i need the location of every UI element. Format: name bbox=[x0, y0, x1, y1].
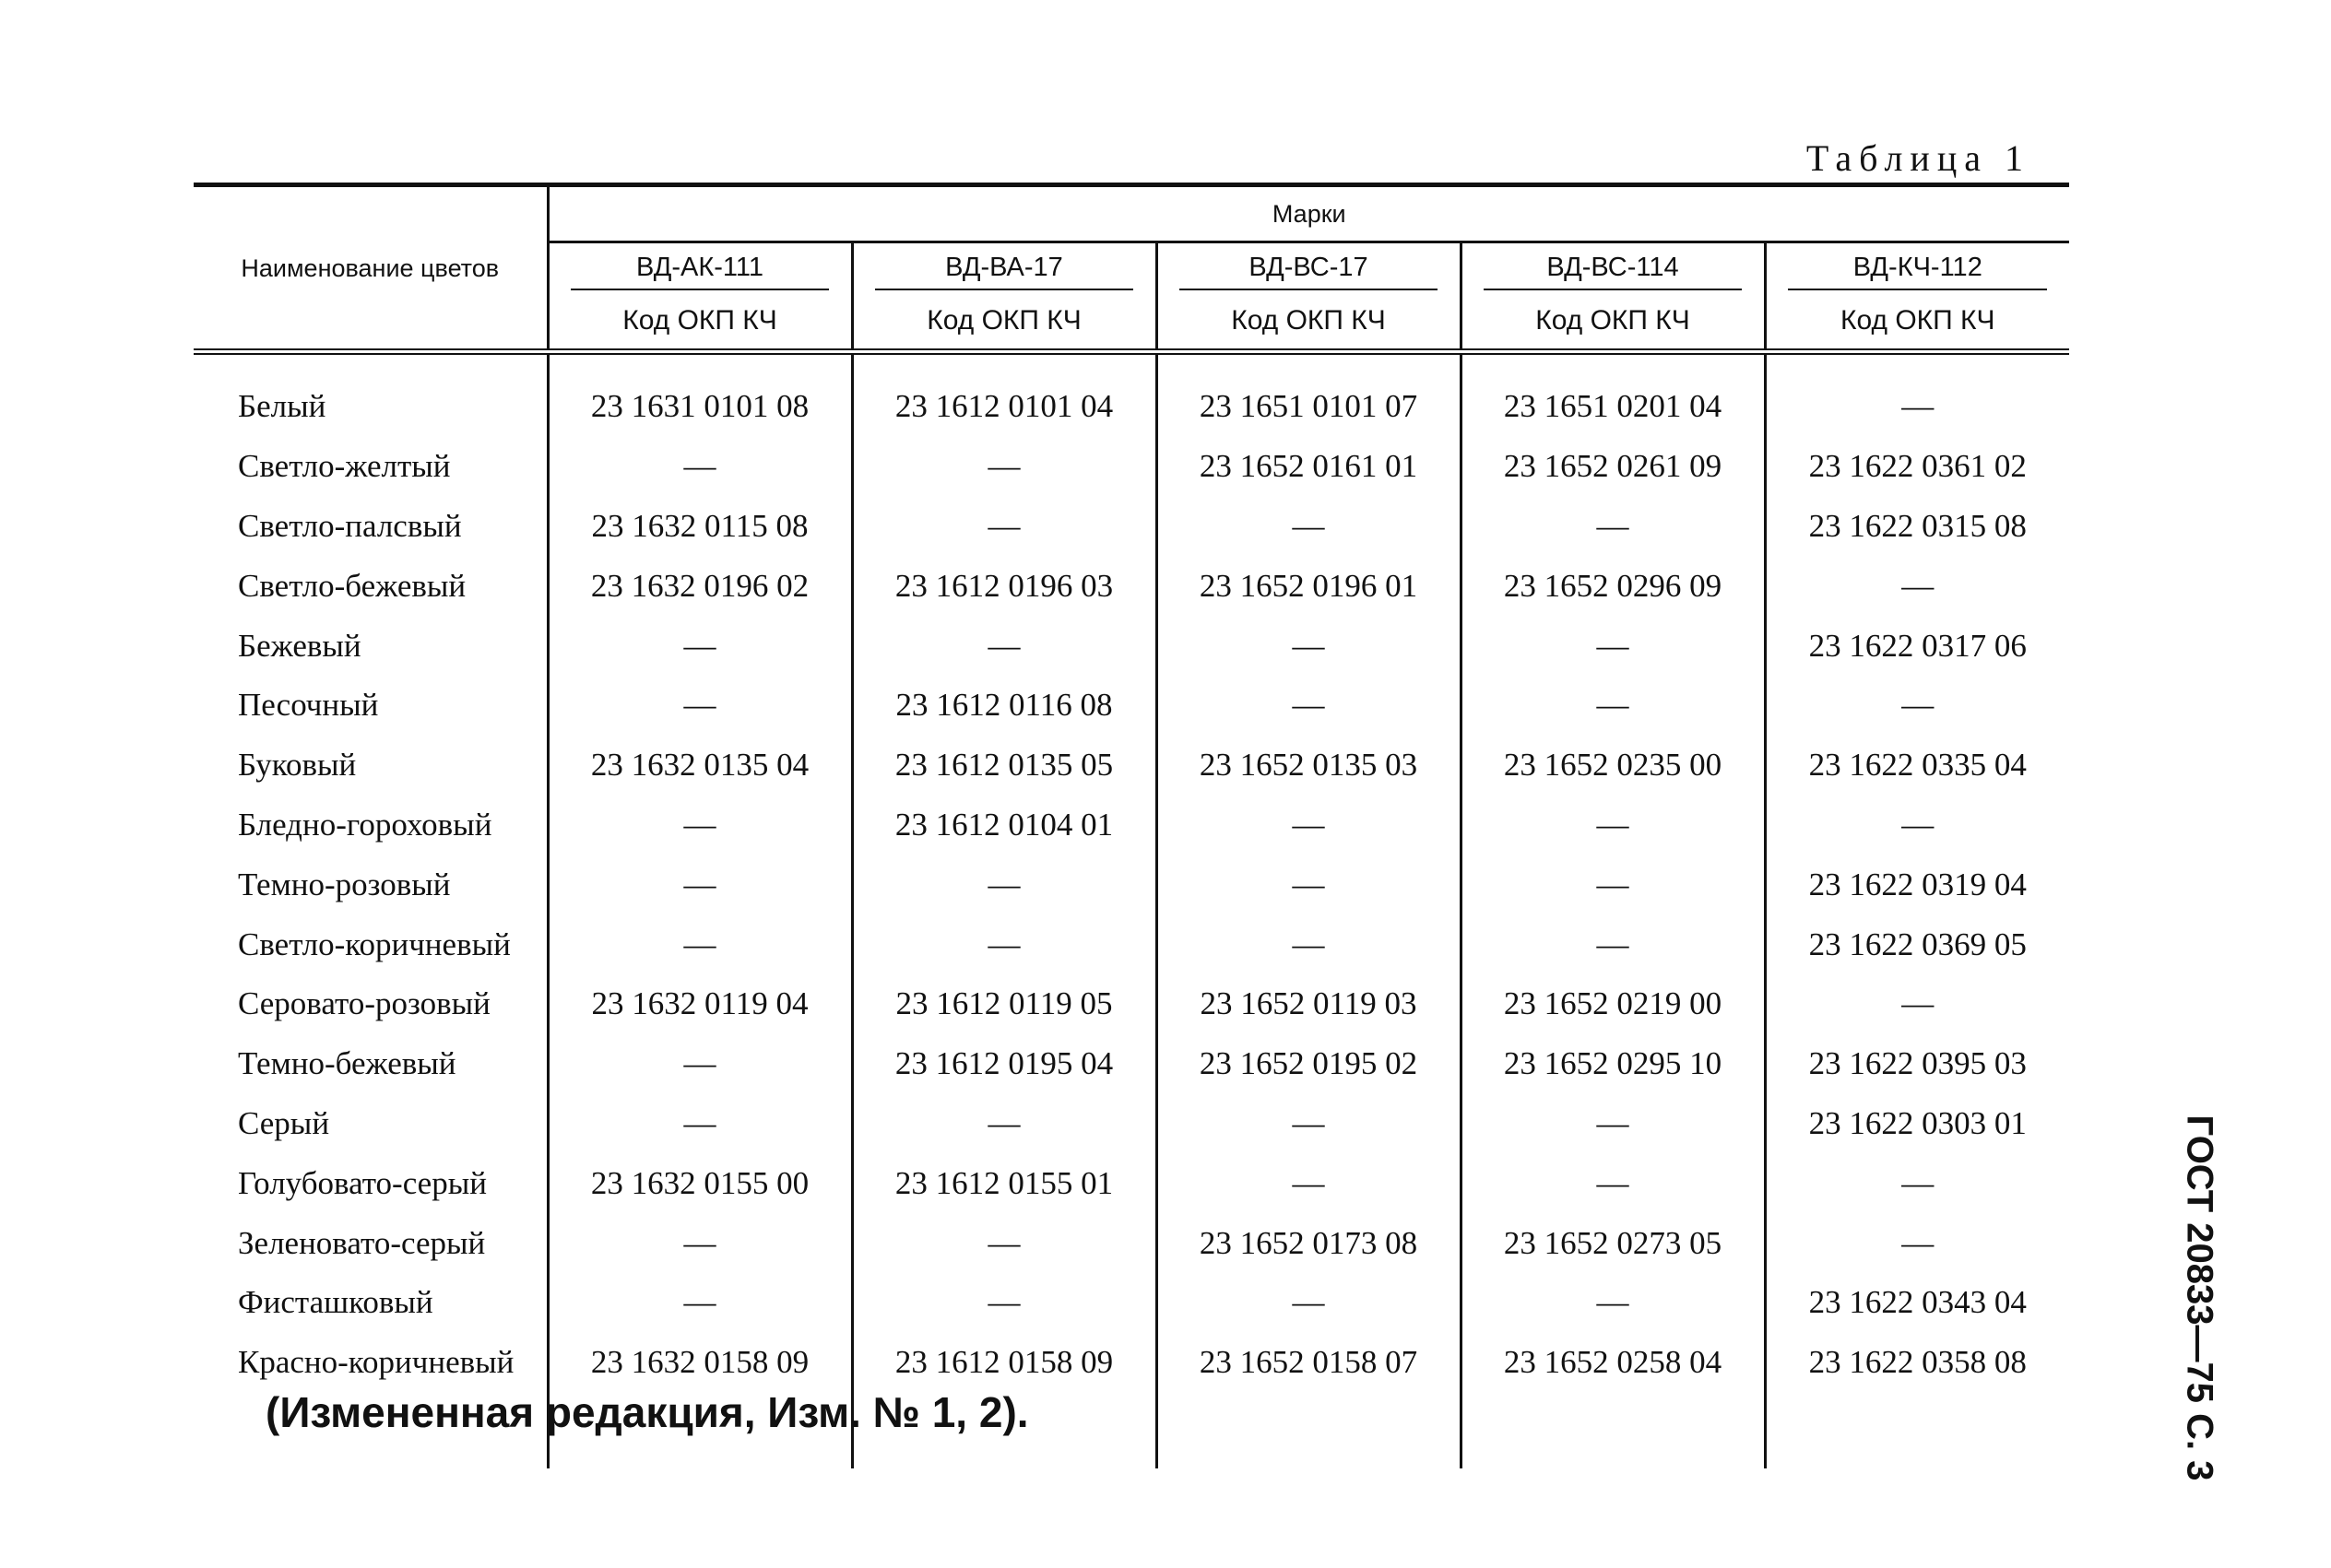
okp-code-cell: 23 1612 0101 04 bbox=[852, 377, 1156, 437]
okp-code-cell: 23 1652 0119 03 bbox=[1156, 974, 1461, 1034]
okp-code-cell: 23 1632 0158 09 bbox=[548, 1333, 852, 1393]
okp-code-cell: 23 1622 0319 04 bbox=[1765, 855, 2069, 914]
color-name: Красно-коричневый bbox=[238, 1344, 515, 1381]
color-name: Светло-коричневый bbox=[238, 925, 511, 962]
okp-code-cell: — bbox=[1461, 1273, 1765, 1333]
color-name: Бежевый bbox=[238, 627, 361, 664]
okp-code-cell: 23 1651 0201 04 bbox=[1461, 377, 1765, 437]
okp-code-cell: — bbox=[1461, 676, 1765, 736]
okp-code-cell: — bbox=[1765, 974, 2069, 1034]
okp-code-cell: — bbox=[1461, 1153, 1765, 1213]
color-codes-table bbox=[194, 183, 2069, 1468]
color-name: Бледно-гороховый bbox=[238, 806, 492, 843]
okp-code-cell: — bbox=[1461, 914, 1765, 974]
okp-code-cell: — bbox=[1156, 1094, 1461, 1154]
header-brand bbox=[1765, 242, 2069, 300]
table-row bbox=[194, 1273, 2069, 1333]
spacer-cell bbox=[852, 352, 1156, 378]
okp-code-cell: — bbox=[1156, 855, 1461, 914]
table-row bbox=[194, 914, 2069, 974]
okp-code-cell: 23 1652 0295 10 bbox=[1461, 1034, 1765, 1094]
spacer-cell bbox=[1765, 1393, 2069, 1468]
okp-code-cell: — bbox=[1156, 914, 1461, 974]
spacer-cell bbox=[1461, 1393, 1765, 1468]
color-name: Буковый bbox=[238, 747, 357, 784]
table-row bbox=[194, 676, 2069, 736]
okp-code-cell: — bbox=[1461, 616, 1765, 676]
table-row bbox=[194, 616, 2069, 676]
okp-code-cell: — bbox=[1156, 497, 1461, 557]
okp-code-cell: — bbox=[1765, 377, 2069, 437]
okp-code-cell: 23 1622 0369 05 bbox=[1765, 914, 2069, 974]
spacer-cell bbox=[1156, 1393, 1461, 1468]
color-name: Темно-розовый bbox=[238, 866, 451, 902]
table-row bbox=[194, 1094, 2069, 1154]
color-name: Голубовато-серый bbox=[238, 1164, 487, 1201]
table-row bbox=[194, 736, 2069, 796]
okp-code-cell: 23 1632 0155 00 bbox=[548, 1153, 852, 1213]
spacer-cell bbox=[548, 352, 852, 378]
okp-code-cell: 23 1631 0101 08 bbox=[548, 377, 852, 437]
okp-code-cell: 23 1612 0116 08 bbox=[852, 676, 1156, 736]
header-code-label: Код ОКП КЧ bbox=[1461, 299, 1765, 352]
okp-code-cell: 23 1612 0196 03 bbox=[852, 556, 1156, 616]
okp-code-cell: — bbox=[548, 676, 852, 736]
okp-code-cell: — bbox=[548, 855, 852, 914]
color-name: Светло-палсвый bbox=[238, 507, 462, 544]
okp-code-cell: — bbox=[852, 497, 1156, 557]
color-name: Серовато-розовый bbox=[238, 985, 491, 1022]
table-row bbox=[194, 974, 2069, 1034]
header-brand bbox=[852, 242, 1156, 300]
okp-code-cell: — bbox=[548, 1273, 852, 1333]
okp-code-cell: 23 1612 0104 01 bbox=[852, 796, 1156, 855]
okp-code-cell: — bbox=[1765, 796, 2069, 855]
color-name: Светло-бежевый bbox=[238, 567, 467, 604]
spacer-cell bbox=[1765, 352, 2069, 378]
okp-code-cell: 23 1652 0235 00 bbox=[1461, 736, 1765, 796]
okp-code-cell: — bbox=[548, 1094, 852, 1154]
okp-code-cell: 23 1652 0195 02 bbox=[1156, 1034, 1461, 1094]
okp-code-cell: — bbox=[548, 616, 852, 676]
okp-code-cell: — bbox=[852, 914, 1156, 974]
okp-code-cell: 23 1612 0135 05 bbox=[852, 736, 1156, 796]
okp-code-cell: 23 1622 0343 04 bbox=[1765, 1273, 2069, 1333]
gost-page-label: ГОСТ 20833—75 С. 3 bbox=[2179, 1114, 2220, 1481]
color-name: Зеленовато-серый bbox=[238, 1224, 486, 1261]
table-row bbox=[194, 377, 2069, 437]
okp-code-cell: — bbox=[852, 855, 1156, 914]
header-brand-label: ВД-КЧ-112 bbox=[1788, 253, 2047, 290]
header-code-label: Код ОКП КЧ bbox=[548, 299, 852, 352]
color-name: Светло-желтый bbox=[238, 448, 451, 485]
okp-code-cell: 23 1652 0158 07 bbox=[1156, 1333, 1461, 1393]
okp-code-cell: 23 1651 0101 07 bbox=[1156, 377, 1461, 437]
okp-code-cell: — bbox=[1156, 796, 1461, 855]
header-brand bbox=[1461, 242, 1765, 300]
okp-code-cell: 23 1632 0135 04 bbox=[548, 736, 852, 796]
okp-code-cell: — bbox=[548, 1034, 852, 1094]
header-code-label: Код ОКП КЧ bbox=[1156, 299, 1461, 352]
table-caption: Таблица 1 bbox=[1805, 137, 2030, 179]
okp-code-cell: 23 1622 0335 04 bbox=[1765, 736, 2069, 796]
okp-code-cell: — bbox=[852, 1094, 1156, 1154]
okp-code-cell: — bbox=[1765, 1153, 2069, 1213]
okp-code-cell: 23 1652 0196 01 bbox=[1156, 556, 1461, 616]
okp-code-cell: 23 1612 0155 01 bbox=[852, 1153, 1156, 1213]
header-brand-label: ВД-АК-111 bbox=[571, 253, 829, 290]
okp-code-cell: — bbox=[548, 437, 852, 497]
spacer-cell bbox=[194, 352, 548, 378]
header-color-name: Наименование цветов bbox=[194, 185, 548, 352]
okp-code-cell: — bbox=[548, 914, 852, 974]
okp-code-cell: 23 1632 0115 08 bbox=[548, 497, 852, 557]
okp-code-cell: — bbox=[1765, 1213, 2069, 1273]
okp-code-cell: — bbox=[1461, 497, 1765, 557]
okp-code-cell: — bbox=[852, 437, 1156, 497]
okp-code-cell: 23 1622 0361 02 bbox=[1765, 437, 2069, 497]
okp-code-cell: 23 1622 0358 08 bbox=[1765, 1333, 2069, 1393]
color-name: Фисташковый bbox=[238, 1284, 433, 1321]
okp-code-cell: 23 1652 0219 00 bbox=[1461, 974, 1765, 1034]
header-brand bbox=[548, 242, 852, 300]
okp-code-cell: — bbox=[852, 1213, 1156, 1273]
okp-code-cell: — bbox=[1461, 796, 1765, 855]
okp-code-cell: 23 1622 0317 06 bbox=[1765, 616, 2069, 676]
okp-code-cell: 23 1652 0161 01 bbox=[1156, 437, 1461, 497]
okp-code-cell: — bbox=[1156, 1273, 1461, 1333]
table-row bbox=[194, 437, 2069, 497]
header-brand-label: ВД-ВА-17 bbox=[875, 253, 1133, 290]
okp-code-cell: 23 1652 0261 09 bbox=[1461, 437, 1765, 497]
okp-code-cell: 23 1652 0273 05 bbox=[1461, 1213, 1765, 1273]
okp-code-cell: 23 1652 0258 04 bbox=[1461, 1333, 1765, 1393]
okp-code-cell: — bbox=[1156, 1153, 1461, 1213]
okp-code-cell: 23 1622 0315 08 bbox=[1765, 497, 2069, 557]
header-brand-label: ВД-ВС-17 bbox=[1179, 253, 1438, 290]
okp-code-cell: — bbox=[1461, 855, 1765, 914]
okp-code-cell: — bbox=[852, 616, 1156, 676]
spacer-cell bbox=[1156, 352, 1461, 378]
okp-code-cell: 23 1652 0296 09 bbox=[1461, 556, 1765, 616]
okp-code-cell: — bbox=[1765, 676, 2069, 736]
color-name: Песочный bbox=[238, 687, 379, 724]
table-row bbox=[194, 497, 2069, 557]
header-code-label: Код ОКП КЧ bbox=[1765, 299, 2069, 352]
okp-code-cell: — bbox=[1461, 1094, 1765, 1154]
okp-code-cell: 23 1652 0135 03 bbox=[1156, 736, 1461, 796]
okp-code-cell: — bbox=[548, 796, 852, 855]
color-name: Белый bbox=[238, 388, 326, 425]
header-code-label: Код ОКП КЧ bbox=[852, 299, 1156, 352]
okp-code-cell: — bbox=[1765, 556, 2069, 616]
okp-code-cell: 23 1622 0303 01 bbox=[1765, 1094, 2069, 1154]
side-mark bbox=[2148, 1114, 2250, 1481]
table-row bbox=[194, 1333, 2069, 1393]
okp-code-cell: 23 1632 0196 02 bbox=[548, 556, 852, 616]
color-name: Серый bbox=[238, 1104, 330, 1141]
spacer-cell bbox=[1461, 352, 1765, 378]
okp-code-cell: — bbox=[1156, 616, 1461, 676]
table-row bbox=[194, 1034, 2069, 1094]
okp-code-cell: 23 1632 0119 04 bbox=[548, 974, 852, 1034]
table-row bbox=[194, 796, 2069, 855]
okp-code-cell: — bbox=[548, 1213, 852, 1273]
table-row bbox=[194, 556, 2069, 616]
table-row bbox=[194, 1213, 2069, 1273]
table-row bbox=[194, 1153, 2069, 1213]
okp-code-cell: 23 1622 0395 03 bbox=[1765, 1034, 2069, 1094]
header-marks: Марки bbox=[548, 185, 2069, 242]
okp-code-cell: 23 1652 0173 08 bbox=[1156, 1213, 1461, 1273]
okp-code-cell: — bbox=[1156, 676, 1461, 736]
color-name: Темно-бежевый bbox=[238, 1045, 456, 1082]
okp-code-cell: 23 1612 0195 04 bbox=[852, 1034, 1156, 1094]
header-brand bbox=[1156, 242, 1461, 300]
table-row bbox=[194, 855, 2069, 914]
okp-code-cell: 23 1612 0119 05 bbox=[852, 974, 1156, 1034]
revision-note: (Измененная редакция, Изм. № 1, 2). bbox=[266, 1388, 1029, 1436]
header-brand-label: ВД-ВС-114 bbox=[1484, 253, 1742, 290]
table-body bbox=[194, 352, 2069, 1468]
okp-code-cell: 23 1612 0158 09 bbox=[852, 1333, 1156, 1393]
okp-code-cell: — bbox=[852, 1273, 1156, 1333]
